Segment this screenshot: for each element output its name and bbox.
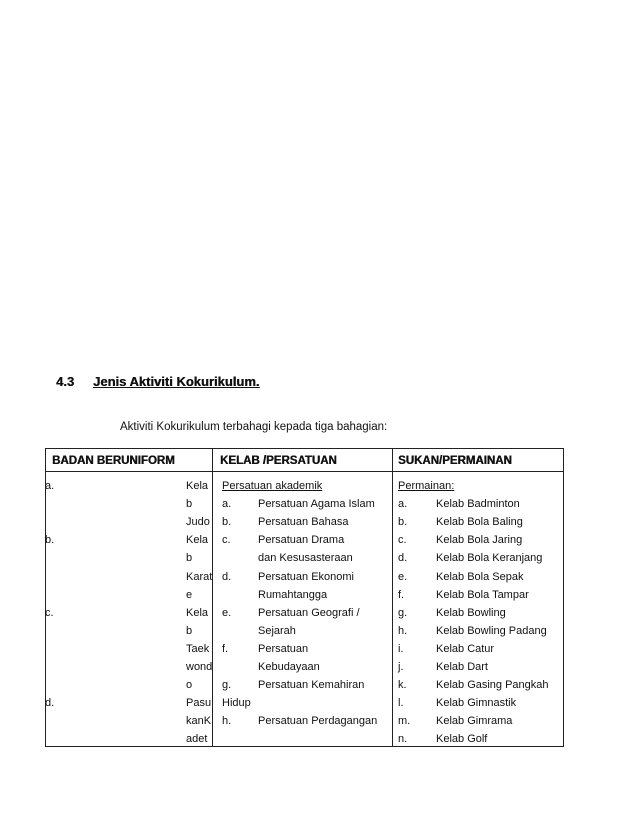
club-item-name: Persatuan Ekonomi — [258, 570, 354, 583]
uniform-text-fragment: adet — [186, 733, 208, 746]
club-item-letter: a. — [222, 498, 232, 511]
sport-item-letter: e. — [398, 570, 408, 583]
sport-item-letter: a. — [398, 498, 408, 511]
uniform-text-fragment: kanK — [186, 715, 212, 728]
uniform-letter: b. — [45, 534, 55, 547]
club-item-name: Persatuan Agama Islam — [258, 498, 375, 511]
sport-item-name: Kelab Gimrama — [436, 715, 513, 728]
club-item-letter: h. — [222, 715, 232, 728]
uniform-text-fragment: Judo — [186, 516, 210, 529]
sport-item-letter: m. — [398, 715, 411, 728]
club-item-name: dan Kesusasteraan — [258, 552, 353, 565]
club-item-letter: c. — [222, 534, 231, 547]
sport-item-letter: c. — [398, 534, 407, 547]
club-category-heading: Persatuan akademik — [222, 480, 323, 492]
sport-item-name: Kelab Bowling Padang — [436, 624, 547, 637]
sport-item-name: Kelab Dart — [436, 661, 488, 673]
sport-item-name: Kelab Badminton — [436, 498, 520, 511]
club-item-letter: Hidup — [222, 697, 251, 710]
header-uniform: BADAN BERUNIFORM — [52, 455, 175, 467]
sport-item-letter: j. — [398, 661, 404, 673]
club-item-name: Persatuan Kemahiran — [258, 679, 365, 692]
uniform-text-fragment: Karat — [186, 570, 213, 583]
sport-item-letter: f. — [398, 588, 405, 601]
club-item-name: Kebudayaan — [258, 661, 320, 673]
intro-paragraph: Aktiviti Kokurikulum terbahagi kepada tiga bahagian: — [120, 421, 388, 433]
uniform-letter: c. — [45, 606, 54, 619]
sport-item-letter: b. — [398, 516, 408, 529]
club-item-name: Persatuan Bahasa — [258, 516, 349, 529]
uniform-text-fragment: Pasu — [186, 697, 212, 710]
uniform-text-fragment: b — [186, 624, 193, 637]
uniform-text-fragment: Kela — [186, 480, 209, 492]
sport-item-name: Kelab Gimnastik — [436, 697, 517, 710]
uniform-text-fragment: Kela — [186, 606, 209, 619]
sport-item-name: Kelab Bola Baling — [436, 516, 523, 529]
header-divider — [46, 471, 563, 472]
uniform-text-fragment: wond — [186, 661, 213, 673]
sport-item-letter: g. — [398, 606, 408, 619]
club-item-name: Persatuan Drama — [258, 534, 345, 547]
sport-item-letter: n. — [398, 733, 408, 746]
uniform-letter: d. — [45, 697, 55, 710]
uniform-text-fragment: e — [186, 588, 193, 601]
club-item-name: Persatuan — [258, 642, 309, 655]
club-item-letter: g. — [222, 679, 232, 692]
sport-item-name: Kelab Bola Tampar — [436, 588, 529, 601]
club-item-name: Sejarah — [258, 624, 296, 637]
sport-item-name: Kelab Bowling — [436, 606, 506, 619]
sport-item-name: Kelab Bola Jaring — [436, 534, 523, 547]
section-title: Jenis Aktiviti Kokurikulum. — [93, 374, 260, 389]
club-item-name: Rumahtangga — [258, 588, 328, 601]
sport-item-letter: k. — [398, 679, 407, 692]
club-item-letter: d. — [222, 570, 232, 583]
club-item-letter: b. — [222, 516, 232, 529]
sport-item-name: Kelab Golf — [436, 733, 488, 746]
column-divider-1 — [212, 449, 213, 746]
sport-item-name: Kelab Bola Keranjang — [436, 552, 543, 565]
club-item-name: Persatuan Geografi / — [258, 606, 360, 619]
uniform-letter: a. — [45, 480, 55, 492]
uniform-text-fragment: b — [186, 498, 193, 511]
column-divider-2 — [392, 449, 393, 746]
uniform-text-fragment: Kela — [186, 534, 209, 547]
sport-item-letter: i. — [398, 642, 404, 655]
sport-item-name: Kelab Gasing Pangkah — [436, 679, 549, 692]
header-club: KELAB /PERSATUAN — [220, 455, 337, 467]
uniform-text-fragment: b — [186, 552, 193, 565]
sport-category-heading: Permainan: — [398, 480, 455, 492]
uniform-text-fragment: o — [186, 679, 193, 692]
club-item-name: Persatuan Perdagangan — [258, 715, 378, 728]
section-number: 4.3 — [56, 374, 75, 389]
sport-item-letter: h. — [398, 624, 408, 637]
uniform-text-fragment: Taek — [186, 642, 210, 655]
activities-table — [45, 448, 564, 747]
sport-item-name: Kelab Catur — [436, 642, 495, 655]
header-sport: SUKAN/PERMAINAN — [398, 455, 512, 467]
club-item-letter: e. — [222, 606, 232, 619]
club-item-letter: f. — [222, 642, 229, 655]
sport-item-letter: d. — [398, 552, 408, 565]
sport-item-letter: l. — [398, 697, 404, 710]
sport-item-name: Kelab Bola Sepak — [436, 570, 524, 583]
